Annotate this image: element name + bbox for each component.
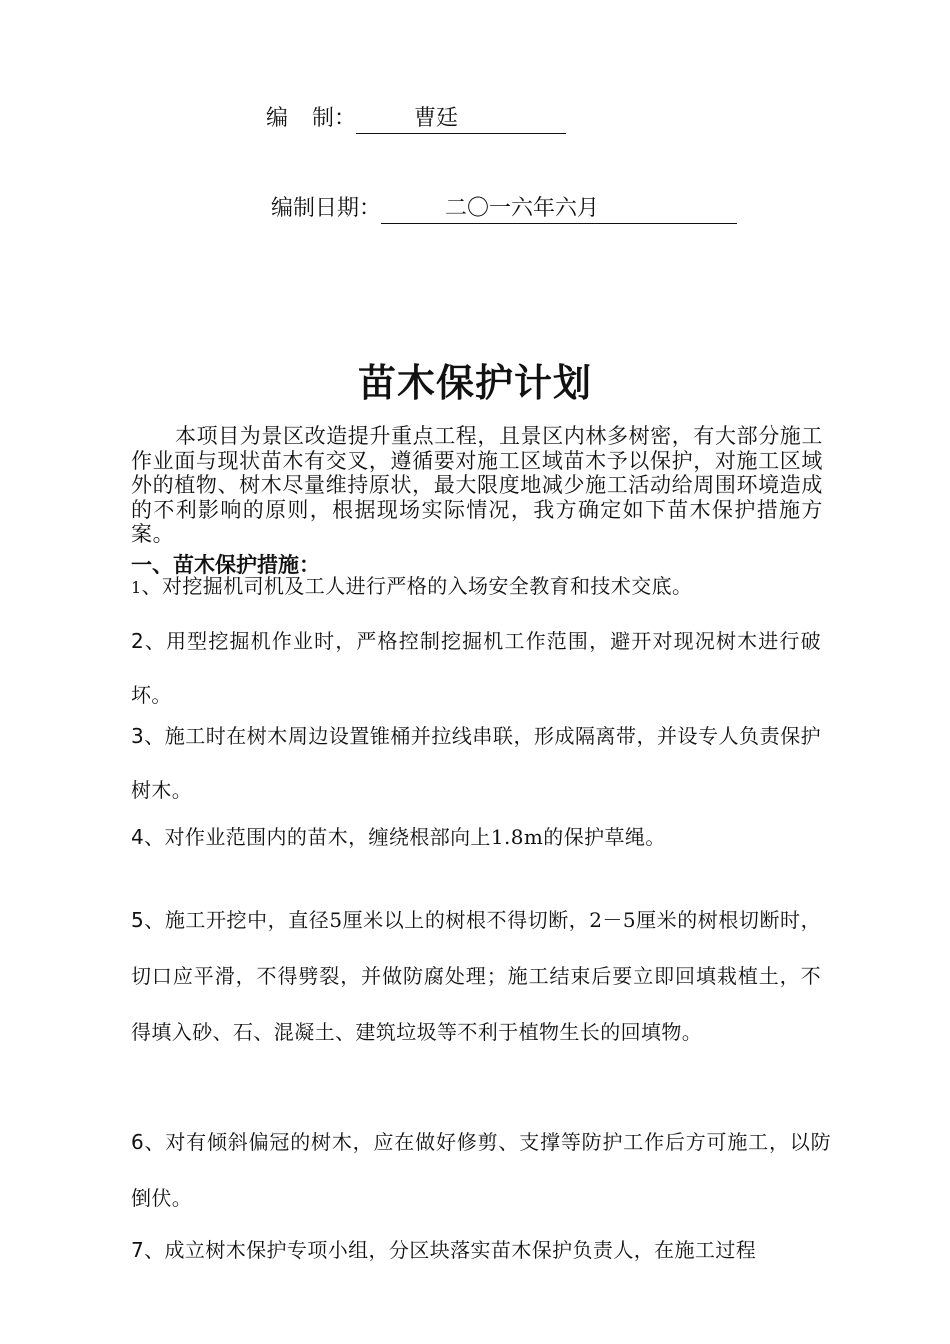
item-number: 2 <box>131 629 145 653</box>
item-number: 7 <box>131 1238 145 1262</box>
measure-item <box>131 614 821 722</box>
item-text: 、对有倾斜偏冠的树木，应在做好修剪、支撑等防护工作后方可施工，以防倒伏。 <box>131 1130 831 1210</box>
section-heading: 一、苗木保护措施： <box>131 553 320 577</box>
item-number: 5 <box>131 908 145 932</box>
item-text: 、成立树木保护专项小组，分区块落实苗木保护负责人，在施工过程 <box>144 1238 757 1262</box>
measure-item <box>131 709 821 817</box>
item-number: 6 <box>131 1130 145 1154</box>
item-text: 、施工开挖中，直径5厘米以上的树根不得切断，2－5厘米的树根切断时，切口应平滑，不得劈裂，并做防腐处理；施工结束后要立即回填栽植土，不得填入砂、石、混凝土、建筑垃圾等不利于植物生长的回填物。 <box>131 908 821 1044</box>
item-text: 、施工时在树木周边设置锥桶并拉线串联，形成隔离带，并设专人负责保护树木。 <box>131 724 821 802</box>
author-label: 编 制： <box>266 106 357 131</box>
measure-item <box>131 574 831 600</box>
measure-item <box>131 892 821 1060</box>
item-number: 1 <box>131 578 142 597</box>
document-title: 苗木保护计划 <box>357 361 592 405</box>
measure-item <box>131 822 831 852</box>
item-text: 、用型挖掘机作业时，严格控制挖掘机工作范围，避开对现况树木进行破坏。 <box>131 629 821 707</box>
date-line <box>271 198 737 224</box>
item-text: 、对作业范围内的苗木，缠绕根部向上1.8m的保护草绳。 <box>144 825 666 849</box>
date-label: 编制日期： <box>271 196 382 221</box>
author-value: 曹廷 <box>356 108 566 134</box>
intro-paragraph: 本项目为景区改造提升重点工程，且景区内林多树密，有大部分施工作业面与现状苗木有交叉，遵循要对施工区域苗木予以保护，对施工区域外的植物、树木尽量维持原状，最大限度地减少施工活动给周围环境造成的不利影响的原则，根据现场实际情况，我方确定如下苗木保护措施方案。 <box>131 424 823 546</box>
item-text: 、对挖掘机司机及工人进行严格的入场安全教育和技术交底。 <box>141 574 693 598</box>
date-value: 二〇一六年六月 <box>381 198 737 224</box>
item-number: 3 <box>131 724 145 748</box>
measure-item <box>131 1223 821 1277</box>
measure-item <box>131 1114 831 1226</box>
author-line <box>266 108 566 134</box>
item-number: 4 <box>131 825 145 849</box>
